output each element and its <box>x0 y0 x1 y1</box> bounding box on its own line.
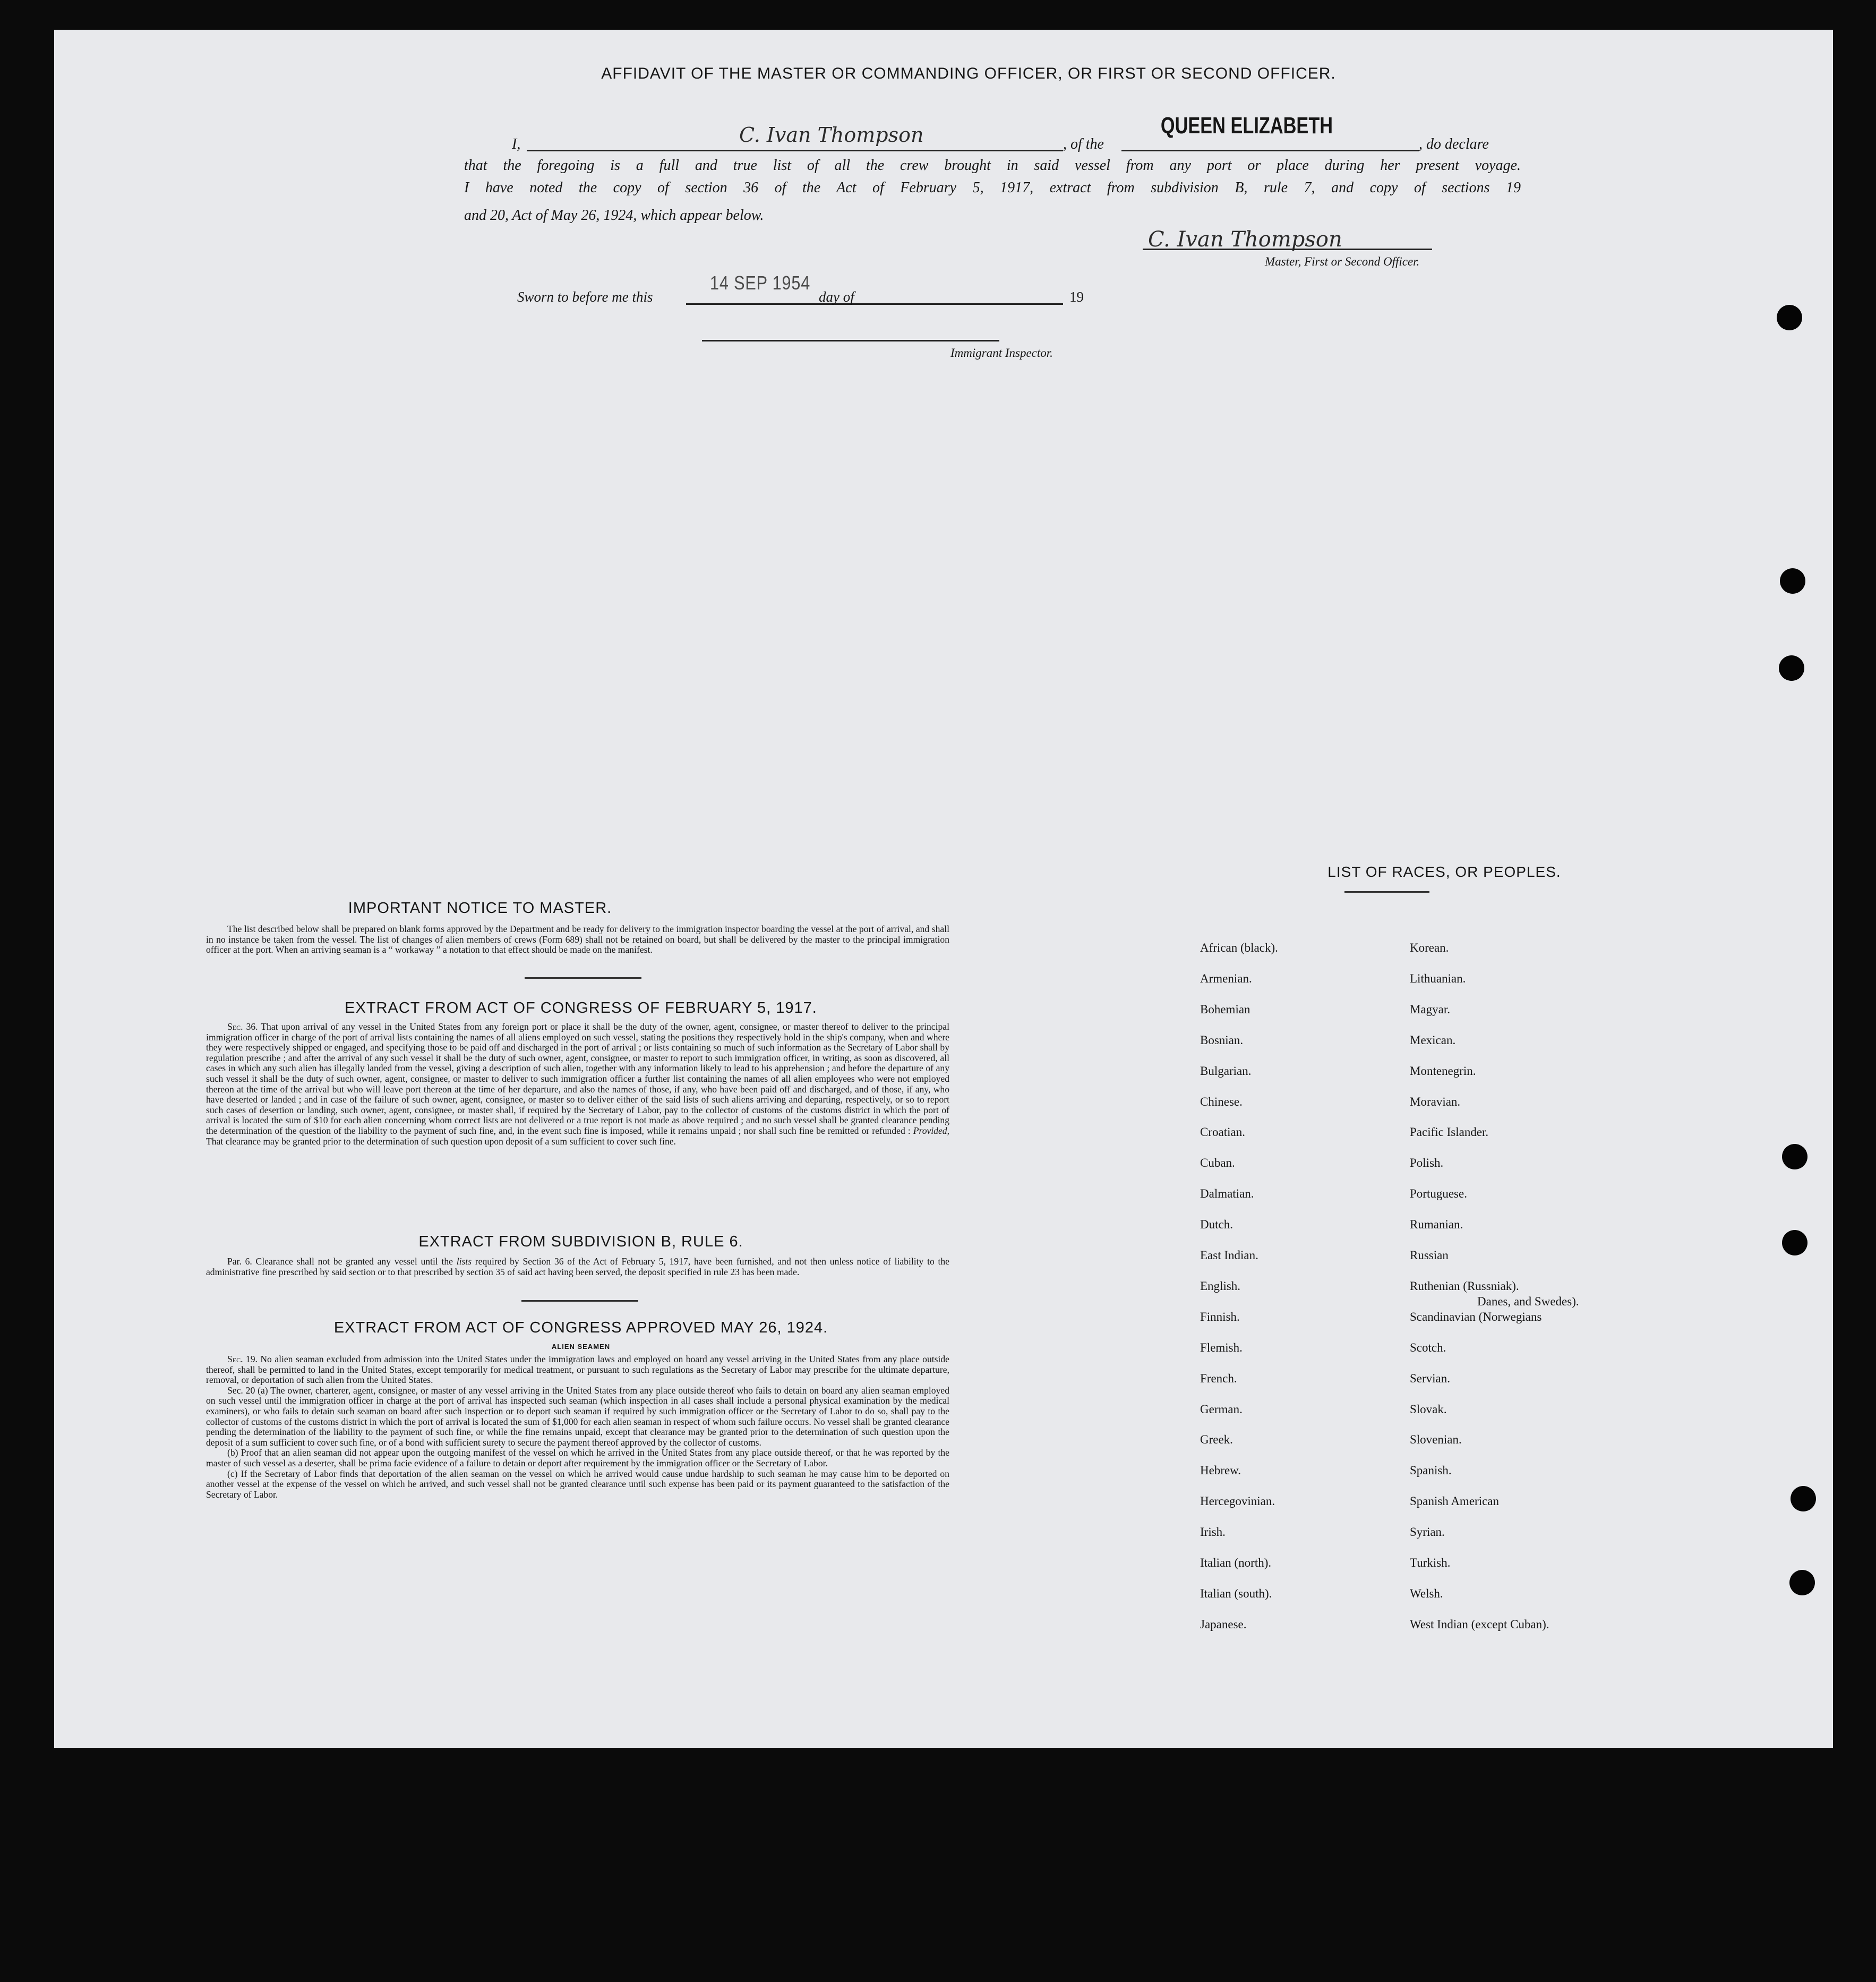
affidavit-title: AFFIDAVIT OF THE MASTER OR COMMANDING OFFICER, OR FIRST OR SECOND OFFICER. <box>601 65 1336 82</box>
race-right-item: Slovak. <box>1410 1402 1447 1416</box>
race-left-item: Bosnian. <box>1200 1033 1244 1047</box>
day-of-label: day of <box>819 289 854 305</box>
race-right-item: West Indian (except Cuban). <box>1410 1617 1549 1631</box>
sec19-label: Sec. 19. <box>227 1354 258 1364</box>
divider-1 <box>525 977 641 979</box>
race-right-item: Ruthenian (Russniak). <box>1410 1279 1519 1293</box>
race-right-item: Spanish American <box>1410 1494 1499 1508</box>
race-left-item: Chinese. <box>1200 1095 1243 1108</box>
race-right-item: Servian. <box>1410 1371 1451 1385</box>
declaration-line-4: and 20, Act of May 26, 1924, which appear below. <box>464 207 764 224</box>
notice-body: The list described below shall be prepared on blank forms approved by the Department and be ready for delivery to the immigration inspector boarding the vessel at the port of arrival, and shall in no instance be taken from the vessel. The list of changes of alien members of crews (Form 689) shall not be retained on board, but shall be delivered by the master to the principal immigration officer at the port. When an arriving seaman is a “ workaway ” a notation to that effect should be made on the manifest. <box>206 924 949 955</box>
race-left-item: Irish. <box>1200 1525 1226 1539</box>
race-left-item: Bulgarian. <box>1200 1064 1252 1078</box>
declaration-line-3: I have noted the copy of section 36 of the Act of February 5, 1917, extract from subdivision B, rule 7, and copy of sections 19 <box>464 180 1521 196</box>
race-right-item: Portuguese. <box>1410 1187 1467 1201</box>
do-declare-label: , do declare <box>1419 136 1489 152</box>
name-line <box>527 150 1063 151</box>
race-left-item: Bohemian <box>1200 1002 1250 1016</box>
inspector-caption: Immigrant Inspector. <box>950 346 1053 360</box>
race-left-item: English. <box>1200 1279 1241 1293</box>
race-left-item: Italian (south). <box>1200 1586 1272 1600</box>
par6-label: Par. 6. <box>227 1256 252 1267</box>
race-right-item: Moravian. <box>1410 1095 1461 1108</box>
race-right-item: Scandinavian (Norwegians <box>1410 1310 1542 1323</box>
inspector-signature-line <box>702 340 999 341</box>
punch-hole <box>1777 305 1802 330</box>
race-left-item: African (black). <box>1200 941 1278 954</box>
punch-hole <box>1789 1570 1815 1595</box>
race-left-item: Hebrew. <box>1200 1464 1241 1477</box>
of-the-label: , of the <box>1063 136 1104 152</box>
sec19 <box>206 1354 949 1386</box>
race-left-item: East Indian. <box>1200 1249 1258 1262</box>
sec20b: (b) Proof that an alien seaman did not appear upon the outgoing manifest of the vessel on which he arrived in the United States from any place outside thereof, or that he was reported by the master of such vessel as a deserter, shall be prima facie evidence of a failure to detain or deport after requirement by the immigration officer or the Secretary of Labor. <box>206 1447 949 1468</box>
race-left-item: Finnish. <box>1200 1310 1240 1323</box>
race-left-item: Dutch. <box>1200 1218 1233 1232</box>
race-left-item: Cuban. <box>1200 1156 1235 1170</box>
sec36-label: Sec. 36. <box>227 1021 258 1032</box>
rule6-text-b: required by Section 36 of the Act of February 5, 1917, have been furnished, and not then unless notice of liability to the administrative fine prescribed by said section or to that prescribed by section 35 of said act having been served, the deposit specified in rule 23 has been made. <box>206 1256 949 1277</box>
rule6-body <box>206 1257 949 1277</box>
extract-1917-title: EXTRACT FROM ACT OF CONGRESS OF FEBRUARY 5, 1917. <box>345 999 817 1016</box>
extract-1924-body <box>206 1354 949 1500</box>
race-right-item: Spanish. <box>1410 1464 1452 1477</box>
master-name-signature: C. Ivan Thompson <box>739 123 924 147</box>
sec36-text: That upon arrival of any vessel in the United States from any foreign port or place it shall be the duty of the owner, agent, consignee, or master thereof to deliver to the principal immigration officer in charge of the port of arrival lists containing the names of all aliens employed on such vessel, stating the positions they respectively hold in the ship's company, when and where they were respectively shipped or engaged, and specifying those to be paid off and discharged in the port of arrival ; or lists containing so much of such information as the Secretary of Labor shall by regulation prescribe ; and after the arrival of any such vessel it shall be the duty of such owner, agent, consignee, or master to report to such immigration officer, in writing, as soon as discovered, all cases in which any such alien has illegally landed from the vessel, giving a description of such alien, together with any information likely to lead to his apprehension ; and before the departure of any such vessel it shall be the duty of such owner, agent, consignee, or master to deliver to such immigration officer a further list containing the names of all alien employees who were not employed thereon at the time of the arrival but who will leave port thereon at the time of her departure, and also the names of those, if any, who have been paid off and discharged, and of those, if any, who have deserted or landed ; and in case of the failure of such owner, agent, consignee, or master so to deliver either of the said lists of such aliens arriving and departing, respectively, or so to report such cases of desertion or landing, such owner, agent, consignee, or master shall, if required by the Secretary of Labor, pay to the collector of customs of the customs district in which the port of arrival is located the sum of $10 for each alien concerning whom correct lists are not delivered or a true report is not made as above required ; and no such vessel shall be granted clearance pending the determination of the question of the liability to the payment of such fine, and, in the event such fine is imposed, while it remains unpaid ; nor shall such fine be remitted or refunded : <box>206 1021 949 1136</box>
sworn-label: Sworn to before me this <box>517 289 653 305</box>
officer-caption: Master, First or Second Officer. <box>1265 255 1420 268</box>
extract-1924-title: EXTRACT FROM ACT OF CONGRESS APPROVED MAY 26, 1924. <box>333 1319 828 1336</box>
race-left-item: Flemish. <box>1200 1340 1243 1354</box>
race-left-item: Italian (north). <box>1200 1556 1272 1569</box>
punch-hole <box>1779 655 1804 681</box>
race-left-item: German. <box>1200 1402 1243 1416</box>
affidavit-i-label: I, <box>512 136 521 152</box>
sec19-text: No alien seaman excluded from admission into the United States under the immigration laws and employed on board any vessel arriving in the United States from any place outside thereof, shall be permitted to land in the United States, except temporarily for medical treatment, or pursuant to such regulations as the Secretary of Labor may prescribe for the ultimate departure, removal, or deportation of such alien from the United States. <box>206 1354 949 1386</box>
extract-1917-body <box>206 1022 949 1147</box>
vessel-line <box>1121 150 1419 151</box>
declaration-line-2: that the foregoing is a full and true list of all the crew brought in said vessel from any port or place during her present voyage. <box>464 157 1521 174</box>
proviso-label: Provided, <box>913 1125 949 1136</box>
race-right-item: Pacific Islander. <box>1410 1125 1489 1139</box>
year-prefix: 19 <box>1069 289 1084 305</box>
race-left-item: Hercegovinian. <box>1200 1494 1275 1508</box>
race-right-item: Mexican. <box>1410 1033 1456 1047</box>
race-right-item: Turkish. <box>1410 1556 1451 1569</box>
rule6-text-a: Clearance shall not be granted any vessel until the <box>255 1256 453 1267</box>
proviso-text: That clearance may be granted prior to the determination of such question upon deposit of a sum sufficient to cover such fine. <box>206 1135 676 1147</box>
race-left-item: Croatian. <box>1200 1125 1245 1139</box>
race-right-item: Syrian. <box>1410 1525 1445 1539</box>
race-right-item: Rumanian. <box>1410 1218 1463 1232</box>
rule6-title: EXTRACT FROM SUBDIVISION B, RULE 6. <box>418 1233 743 1250</box>
divider-2 <box>521 1300 638 1302</box>
race-right-item: Polish. <box>1410 1156 1444 1170</box>
sec20c: (c) If the Secretary of Labor finds that deportation of the alien seaman on the vessel on which he arrived would cause undue hardship to such seaman he may cause him to be deported on another vessel at the expense of the vessel on which he arrived, and such vessel shall not be granted clearance until such expense has been paid or its payment guaranteed to the satisfaction of the Secretary of Labor. <box>206 1468 949 1500</box>
race-scandinavian-cont: Danes, and Swedes). <box>1477 1295 1579 1308</box>
race-left-item: Armenian. <box>1200 971 1252 985</box>
punch-hole <box>1782 1230 1808 1255</box>
notice-title: IMPORTANT NOTICE TO MASTER. <box>348 900 612 917</box>
race-left-item: Dalmatian. <box>1200 1187 1254 1201</box>
lists-word: lists <box>456 1256 472 1267</box>
race-left-item: Japanese. <box>1200 1617 1247 1631</box>
races-divider <box>1344 891 1429 893</box>
race-right-item: Slovenian. <box>1410 1433 1462 1447</box>
race-left-item: Greek. <box>1200 1433 1233 1447</box>
document-page <box>54 30 1833 1748</box>
race-right-item: Korean. <box>1410 941 1449 954</box>
punch-hole <box>1791 1486 1816 1511</box>
month-line <box>861 303 1063 305</box>
race-right-item: Scotch. <box>1410 1340 1446 1354</box>
race-right-item: Montenegrin. <box>1410 1064 1476 1078</box>
vessel-name: QUEEN ELIZABETH <box>1160 113 1333 139</box>
alien-seamen-subtitle: ALIEN SEAMEN <box>551 1343 611 1351</box>
punch-hole <box>1780 568 1805 594</box>
races-title: LIST OF RACES, OR PEOPLES. <box>1327 864 1561 880</box>
race-left-item: French. <box>1200 1371 1237 1385</box>
officer-signature: C. Ivan Thompson <box>1148 227 1342 252</box>
race-right-item: Russian <box>1410 1249 1449 1262</box>
race-right-item: Magyar. <box>1410 1002 1451 1016</box>
race-right-item: Welsh. <box>1410 1586 1443 1600</box>
race-right-item: Lithuanian. <box>1410 971 1466 985</box>
punch-hole <box>1782 1144 1808 1169</box>
sec20a: Sec. 20 (a) The owner, charterer, agent, consignee, or master of any vessel arriving in the United States from any place outside thereof who fails to detain on board any alien seaman employed on such vessel until the immigration officer in charge at the port of arrival has inspected such seaman (which inspection in all cases shall include a personal physical examination by the medical examiners), or who fails to detain such seaman on board after such inspection or to deport such seaman if required by such immigration officer or the Secretary of Labor to do so, shall pay to the collector of customs of the customs district in which the port of arrival is located the sum of $1,000 for each alien seaman in respect of whom such failure occurs. No vessel shall be granted clearance pending the determination of the liability to the payment of such fine, or while the fine remains unpaid, except that clearance may be granted prior to the determination of such question upon the deposit of a sum sufficient to cover such fine, or of a bond with sufficient surety to secure the payment thereof approved by the collector of customs. <box>206 1385 949 1448</box>
date-stamp: 14 SEP 1954 <box>710 272 811 294</box>
officer-signature-line <box>1143 249 1432 250</box>
